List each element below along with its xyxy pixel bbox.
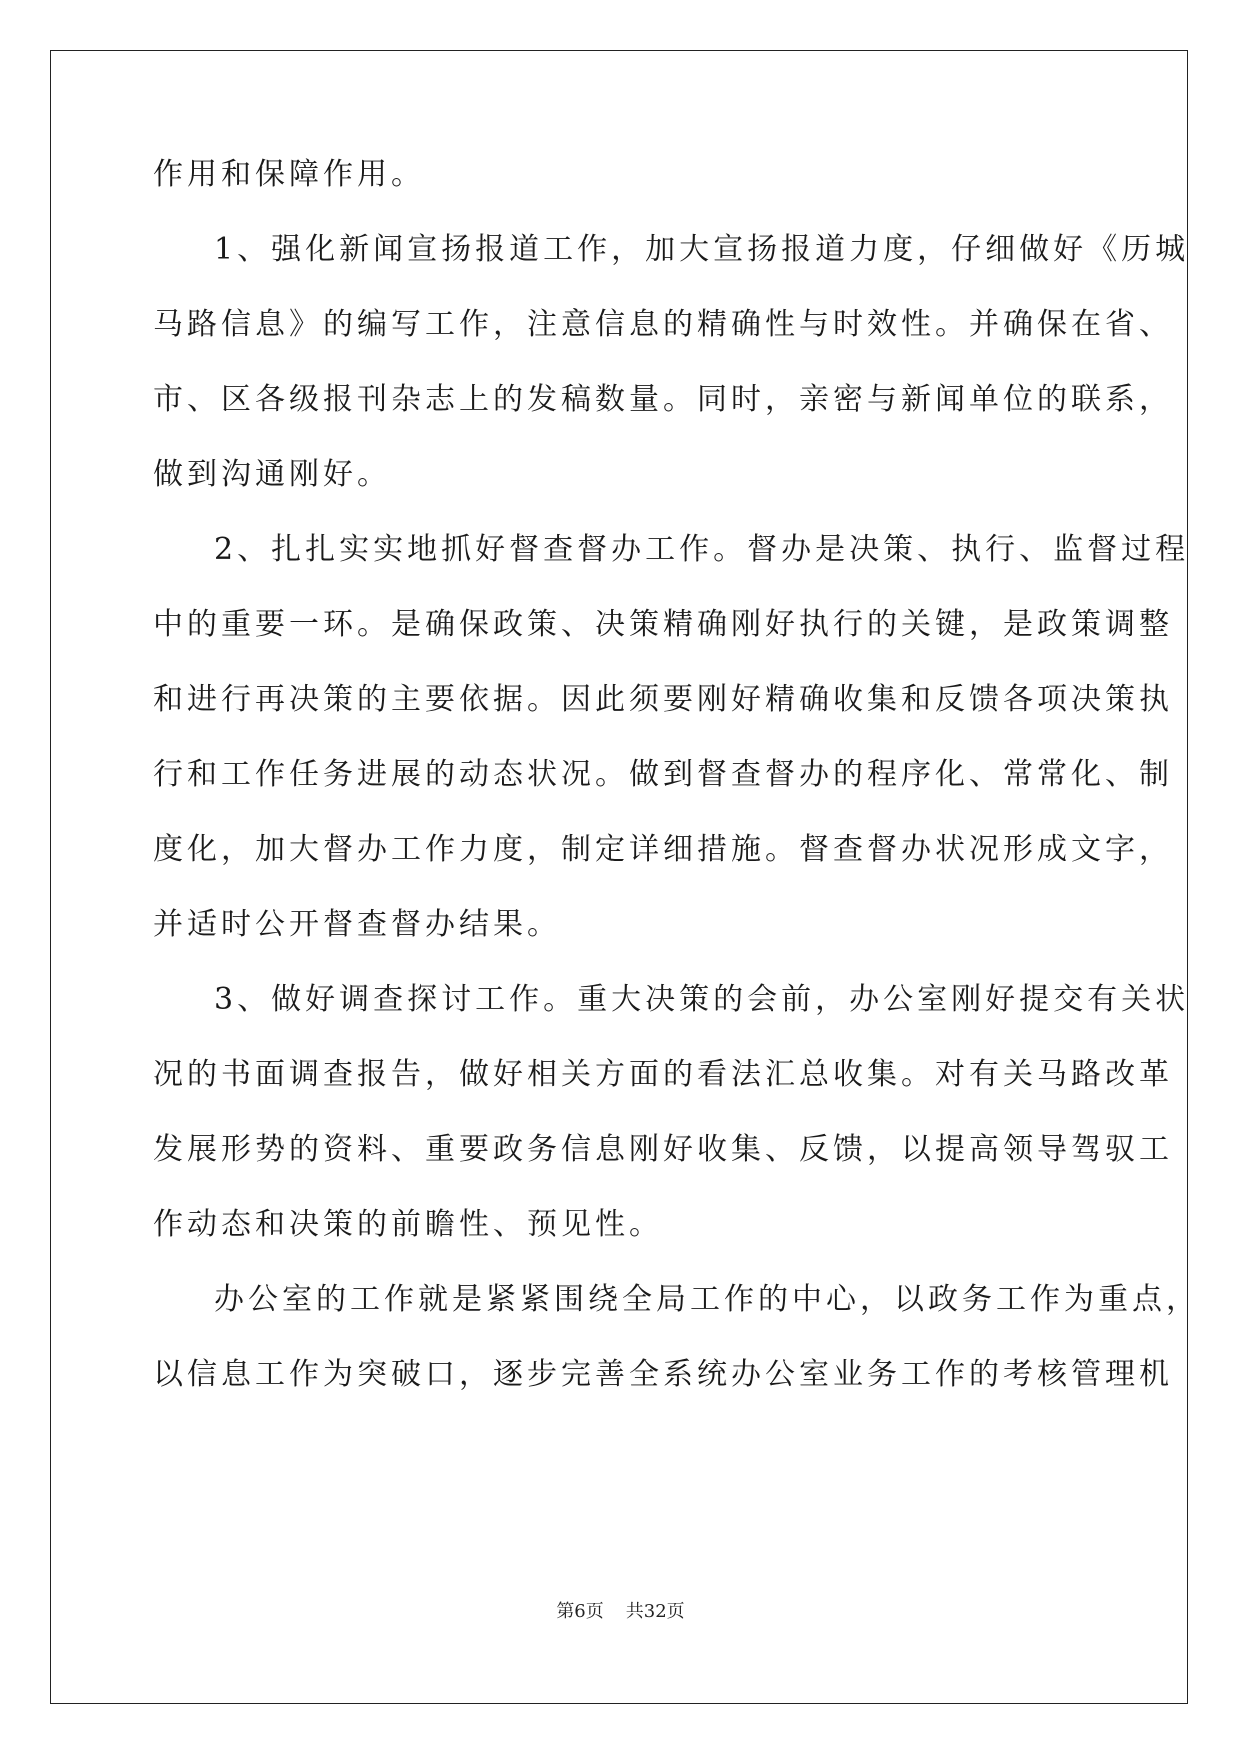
- page-number: 第6页: [556, 1601, 604, 1622]
- page-total: 共32页: [625, 1601, 685, 1622]
- text-line: 3、做好调查探讨工作。重大决策的会前，办公室刚好提交有关状: [214, 982, 1190, 1017]
- text-line: 办公室的工作就是紧紧围绕全局工作的中心，以政务工作为重点，: [214, 1282, 1200, 1317]
- page-border: [50, 50, 1188, 1704]
- text-line: 市、区各级报刊杂志上的发稿数量。同时，亲密与新闻单位的联系，: [153, 382, 1173, 417]
- text-line: 中的重要一环。是确保政策、决策精确刚好执行的关键，是政策调整: [153, 607, 1173, 642]
- text-line: 马路信息》的编写工作，注意信息的精确性与时效性。并确保在省、: [153, 307, 1173, 342]
- text-line: 度化，加大督办工作力度，制定详细措施。督查督办状况形成文字，: [153, 832, 1173, 867]
- text-line: 况的书面调查报告，做好相关方面的看法汇总收集。对有关马路改革: [153, 1057, 1173, 1092]
- text-line: 行和工作任务进展的动态状况。做到督查督办的程序化、常常化、制: [153, 757, 1173, 792]
- text-line: 并适时公开督查督办结果。: [153, 907, 561, 942]
- page-footer: [0, 1597, 1241, 1623]
- text-line: 和进行再决策的主要依据。因此须要刚好精确收集和反馈各项决策执: [153, 682, 1173, 717]
- text-line: 发展形势的资料、重要政务信息刚好收集、反馈，以提高领导驾驭工: [153, 1132, 1173, 1167]
- text-line: 以信息工作为突破口，逐步完善全系统办公室业务工作的考核管理机: [153, 1357, 1173, 1392]
- text-line: 1、强化新闻宣扬报道工作，加大宣扬报道力度，仔细做好《历城: [214, 232, 1190, 267]
- text-line: 做到沟通刚好。: [153, 457, 391, 492]
- text-line: 作动态和决策的前瞻性、预见性。: [153, 1207, 663, 1242]
- text-line: 2、扎扎实实地抓好督查督办工作。督办是决策、执行、监督过程: [214, 532, 1190, 567]
- text-line: 作用和保障作用。: [153, 157, 425, 192]
